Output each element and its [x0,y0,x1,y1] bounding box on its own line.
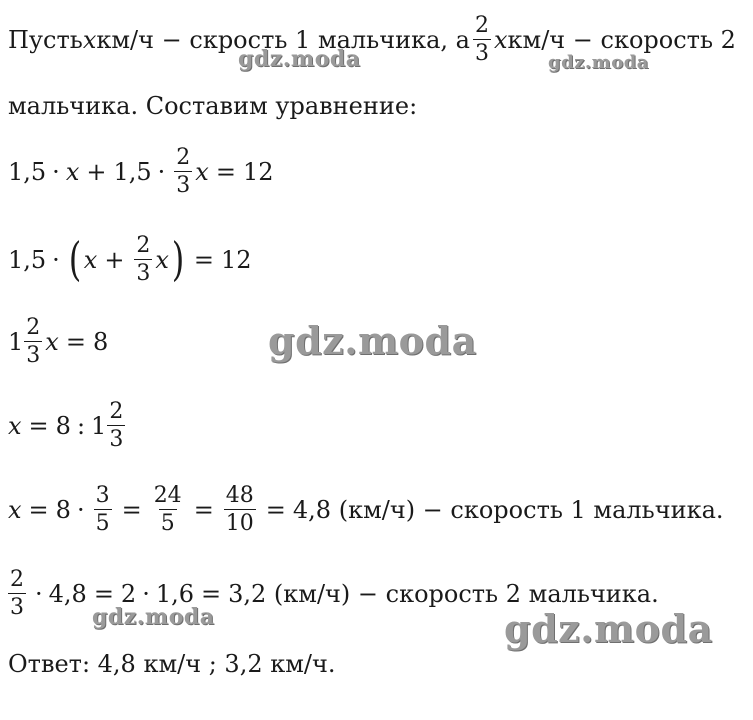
variable-x: x [195,157,209,186]
fraction-numerator: 2 [109,399,124,424]
variable-x: x [45,327,59,356]
equation-4 [8,400,128,451]
equals-sign: = [28,495,49,524]
fraction-two-thirds [473,14,491,65]
equals-sign: = [193,495,214,524]
fraction-denominator: 3 [474,41,489,67]
number: 2 [120,579,137,608]
left-parenthesis: ( [68,231,82,286]
watermark: gdz.moda [548,52,649,73]
multiply-sign: · [157,157,166,186]
fraction-numerator: 2 [474,13,489,38]
number: 1,5 [113,157,152,186]
equation-3 [8,316,108,367]
multiply-sign: · [76,495,85,524]
equals-sign: = [93,579,114,608]
answer-text: Ответ: 4,8 км/ч ; 3,2 км/ч. [8,650,336,678]
fraction-two-thirds [174,146,192,197]
variable-x: x [83,245,98,274]
result-text: 4,8 (км/ч) − скорость 1 мальчика. [292,495,724,524]
equals-sign: = [215,157,236,186]
number: 4,8 [48,579,87,608]
right-parenthesis: ) [171,231,185,286]
number: 8 [55,411,71,440]
watermark: gdz.moda [268,318,477,363]
equals-sign: = [265,495,286,524]
variable-x: x [65,157,80,186]
fraction-48-tenths [224,484,256,535]
plus-sign: + [86,157,107,186]
fraction-denominator: 5 [160,511,175,537]
fraction-denominator: 10 [225,511,254,537]
number: 1,5 [8,245,47,274]
division-sign: : [76,411,86,440]
watermark: gdz.moda [238,46,361,72]
number: 8 [92,327,109,356]
line-1-text-start: Пусть [8,25,83,54]
plus-sign: + [104,245,125,274]
equation-1 [8,146,273,197]
fraction-two-thirds [24,316,42,367]
fraction-two-thirds [134,234,152,285]
fraction-denominator: 3 [136,261,151,287]
fraction-numerator: 2 [26,315,41,340]
variable-x: x [8,495,22,524]
watermark: gdz.moda [504,606,713,651]
multiply-sign: · [52,157,60,186]
equals-sign: = [121,495,142,524]
line-1-text-mid: км/ч − скрость 1 мальчика, а [96,25,470,54]
line-2-text: мальчика. Составим уравнение: [8,92,418,120]
mixed-number-whole: 1 [8,327,24,356]
number: 12 [242,157,274,186]
fraction-denominator: 3 [10,595,24,621]
fraction-24-fifths [152,484,184,535]
equals-sign: = [65,327,86,356]
multiply-sign: · [35,579,43,608]
number: 8 [55,495,71,524]
fraction-numerator: 48 [225,483,254,508]
line-2 [8,94,417,118]
fraction-two-thirds [107,400,125,451]
fraction-denominator: 5 [95,511,110,537]
number: 1,5 [8,157,47,186]
fraction-numerator: 3 [95,483,110,508]
fraction-numerator: 2 [176,145,191,170]
mixed-number-whole: 1 [91,411,107,440]
number: 12 [221,245,252,274]
fraction-denominator: 3 [26,343,41,369]
equation-2 [8,231,252,287]
variable-x: x [8,411,22,440]
multiply-sign: · [52,245,60,274]
fraction-numerator: 2 [10,567,24,592]
multiply-sign: · [142,579,150,608]
fraction-numerator: 24 [153,483,182,508]
fraction-two-thirds [8,568,26,619]
result-text: 3,2 (км/ч) − скорость 2 мальчика. [228,579,659,608]
equals-sign: = [193,245,215,274]
fraction-numerator: 2 [136,233,151,258]
fraction-three-fifths [94,484,112,535]
fraction-denominator: 3 [109,427,124,453]
variable-x: x [493,25,508,54]
number: 1,6 [155,579,195,608]
equals-sign: = [28,411,49,440]
answer-line [8,652,335,676]
fraction-denominator: 3 [176,173,191,199]
equals-sign: = [201,579,222,608]
watermark: gdz.moda [92,604,215,630]
variable-x: x [82,25,97,54]
variable-x: x [155,245,169,274]
equation-5 [8,484,724,535]
line-1-text-end: км/ч − скорость 2 [507,25,736,54]
